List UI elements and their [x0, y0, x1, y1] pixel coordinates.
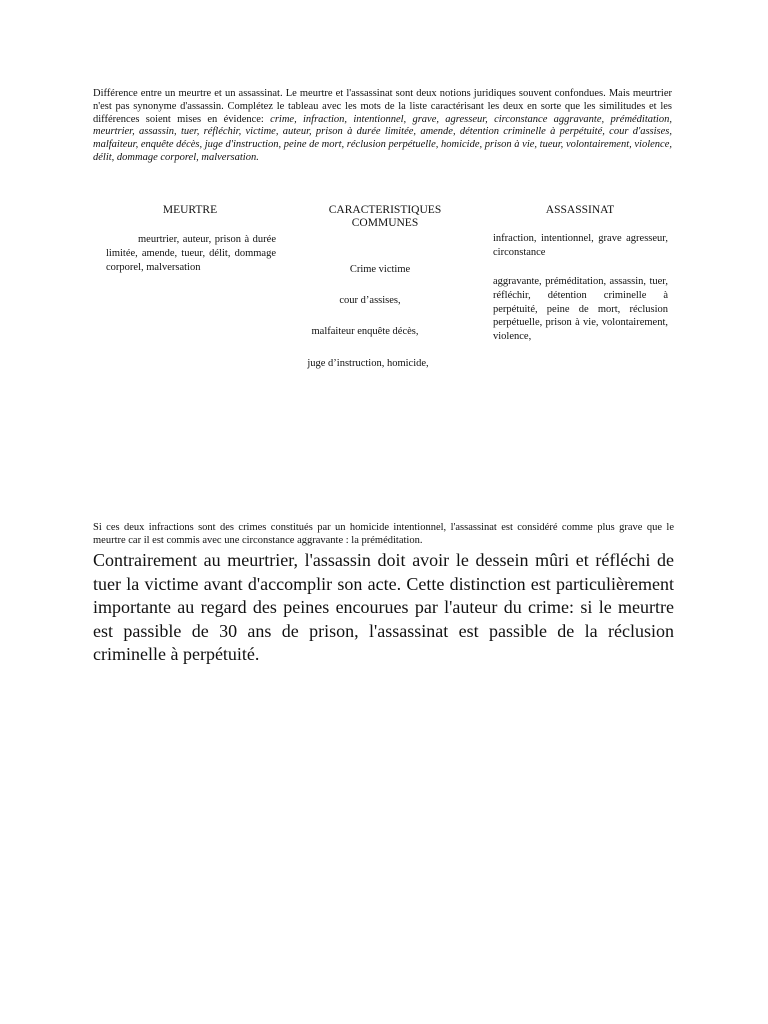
meurtre-cell: meurtrier, auteur, prison à durée limitée, amende, tueur, délit, dommage corporel, malversation [106, 234, 276, 273]
header-assassinat: ASSASSINAT [545, 204, 615, 216]
conclusion-small-paragraph: Si ces deux infractions sont des crimes constitués par un homicide intentionnel, l'assassinat est considéré comme plus grave que le meurtre car il est commis avec une circonstance aggravante : la préméditation. [93, 522, 674, 546]
intro-paragraph [93, 88, 672, 165]
conclusion-large-paragraph: Contrairement au meurtrier, l'assassin doit avoir le dessein mûri et réfléchi de tuer la victime avant d'accomplir son acte. Cette distinction est particulièrement importante au regard des peines encourues par l'auteur du crime: si le meurtre est passible de 30 ans de prison, l'assassinat est passible de la réclusion criminelle à perpétuité. [93, 550, 674, 664]
intro-text: Différence entre un meurtre et un assassinat. Le meurtre et l'assassinat sont deux notions juridiques souvent confondues. Mais meurtrier n'est pas synonyme d'assassin. Complétez le tableau avec les mots de la liste caractérisant les deux en sorte que les similitudes et les différences soient mises en évidence: [93, 88, 672, 125]
common-item: juge d’instruction, homicide, [307, 358, 429, 369]
word-list: crime, infraction, intentionnel, grave, agresseur, circonstance aggravante, préméditation, meurtrier, assassin, tuer, réfléchir, victime, auteur, prison à durée limitée, amende, détention criminelle à perpétuité, cour d'assises, malfaiteur, enquête décès, juge d'instruction, peine de mort, réclusion perpétuelle, homicide, prison à vie, tueur, volontairement, violence, délit, dommage corporel, malversation. [93, 113, 672, 163]
header-meurtre: MEURTRE [162, 204, 218, 216]
assassinat-cell-top: infraction, intentionnel, grave agresseur, circonstance [493, 233, 668, 258]
common-item: cour d’assises, [339, 295, 401, 306]
header-caracteristiques-communes: CARACTERISTIQUES COMMUNES [328, 204, 442, 229]
common-item: malfaiteur enquête décès, [311, 326, 419, 337]
assassinat-cell-bottom: aggravante, préméditation, assassin, tuer, réfléchir, détention criminelle à perpétuité, peine de mort, réclusion perpétuelle, prison à vie, volontairement, violence, [493, 276, 668, 343]
common-item: Crime victime [349, 264, 411, 275]
